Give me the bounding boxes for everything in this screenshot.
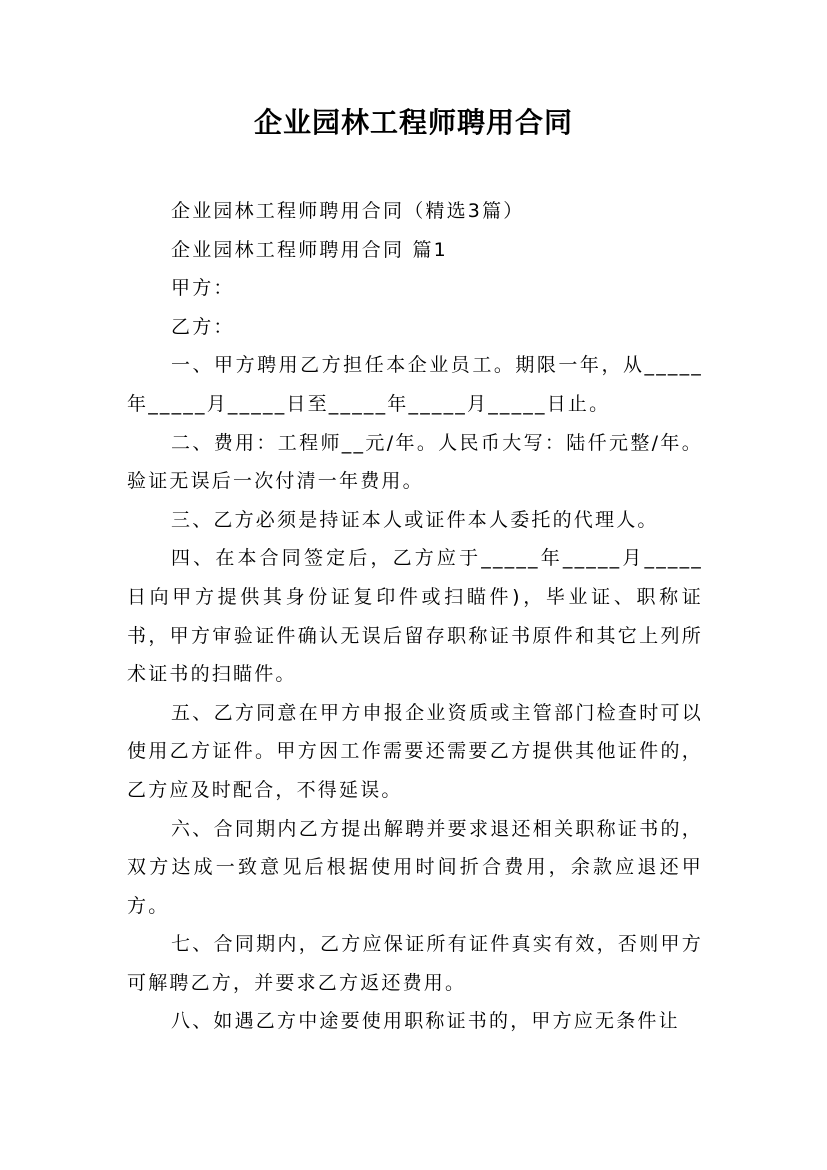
paragraph-section-heading: 企业园林工程师聘用合同 篇1	[171, 238, 448, 261]
paragraph-party-a: 甲方：	[171, 277, 235, 300]
clause-4: 四、在本合同签定后，乙方应于_____年_____月_____日向甲方提供其身份证复印件或扫瞄件)，毕业证、职称证书，甲方审验证件确认无误后留存职称证书原件和其它上列所术证书的扫瞄件。	[127, 547, 703, 686]
clause-2: 二、费用：工程师__元/年。人民币大写：陆仟元整/年。验证无误后一次付清一年费用。	[127, 431, 703, 493]
clause-3: 三、乙方必须是持证本人或证件本人委托的代理人。	[171, 508, 659, 531]
paragraph-subtitle: 企业园林工程师聘用合同（精选3篇）	[171, 200, 525, 222]
clause-1: 一、甲方聘用乙方担任本企业员工。期限一年，从_____年_____月_____日至_____年_____月_____日止。	[127, 354, 703, 415]
clause-6: 六、合同期内乙方提出解聘并要求退还相关职称证书的，双方达成一致意见后根据使用时间折合费用，余款应退还甲方。	[127, 817, 703, 917]
clause-5: 五、乙方同意在甲方申报企业资质或主管部门检查时可以使用乙方证件。甲方因工作需要还需要乙方提供其他证件的，乙方应及时配合，不得延误。	[127, 701, 703, 801]
document-title: 企业园林工程师聘用合同	[253, 106, 573, 139]
clause-8: 八、如遇乙方中途要使用职称证书的，甲方应无条件让	[171, 1010, 680, 1033]
paragraph-party-b: 乙方：	[171, 315, 235, 338]
document-body	[127, 192, 703, 1041]
clause-7: 七、合同期内，乙方应保证所有证件真实有效，否则甲方可解聘乙方，并要求乙方返还费用。	[127, 933, 703, 994]
